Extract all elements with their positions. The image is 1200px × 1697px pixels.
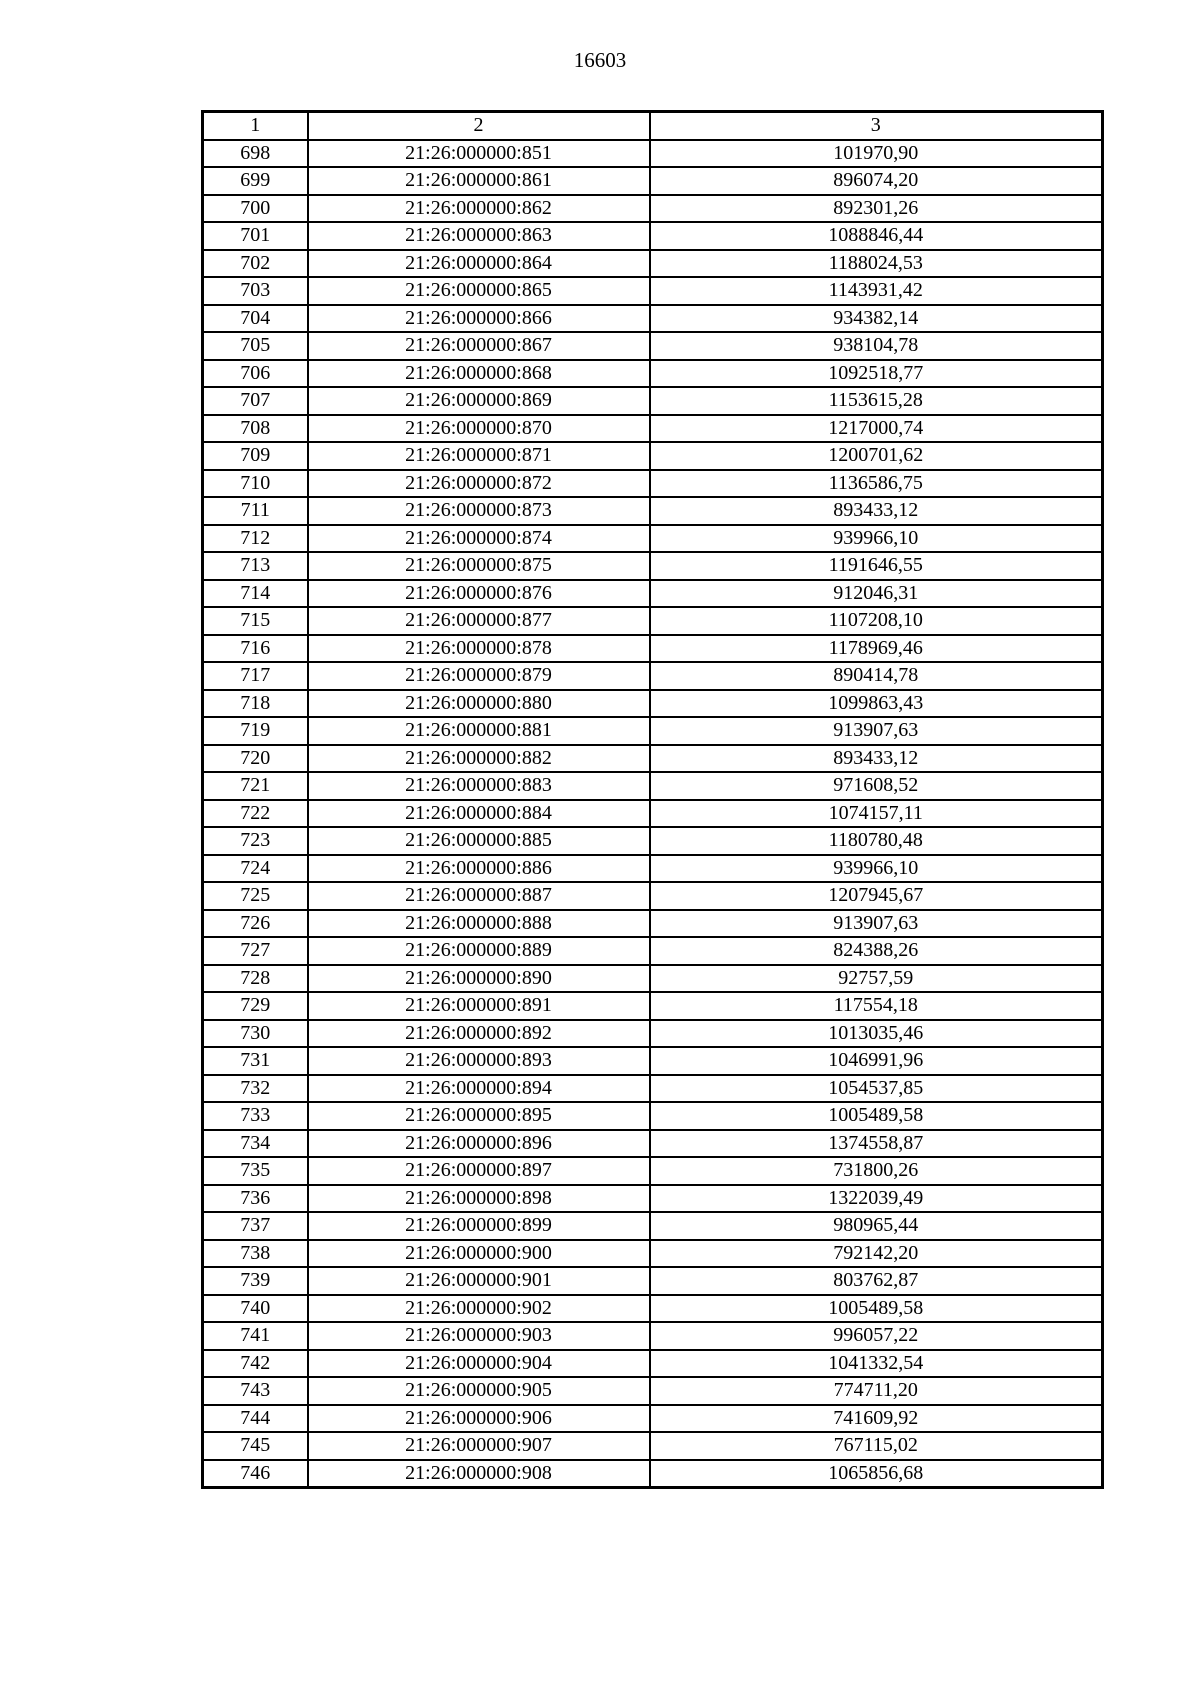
row-number-cell: 724 bbox=[203, 855, 308, 883]
row-number-cell: 713 bbox=[203, 552, 308, 580]
table-row bbox=[203, 222, 1103, 250]
row-number-cell: 709 bbox=[203, 442, 308, 470]
cadastral-number-cell: 21:26:000000:872 bbox=[308, 470, 650, 498]
row-number-cell: 729 bbox=[203, 992, 308, 1020]
table-row bbox=[203, 745, 1103, 773]
row-number-cell: 698 bbox=[203, 140, 308, 168]
row-number-cell: 708 bbox=[203, 415, 308, 443]
cadastral-number-cell: 21:26:000000:903 bbox=[308, 1322, 650, 1350]
row-number-cell: 705 bbox=[203, 332, 308, 360]
value-cell: 1207945,67 bbox=[650, 882, 1103, 910]
row-number-cell: 732 bbox=[203, 1075, 308, 1103]
value-cell: 1065856,68 bbox=[650, 1460, 1103, 1488]
row-number-cell: 737 bbox=[203, 1212, 308, 1240]
table-row bbox=[203, 965, 1103, 993]
table-row bbox=[203, 1047, 1103, 1075]
value-cell: 934382,14 bbox=[650, 305, 1103, 333]
row-number-cell: 738 bbox=[203, 1240, 308, 1268]
cadastral-number-cell: 21:26:000000:876 bbox=[308, 580, 650, 608]
table-row bbox=[203, 1185, 1103, 1213]
cadastral-number-cell: 21:26:000000:861 bbox=[308, 167, 650, 195]
table-header bbox=[203, 112, 1103, 140]
table-row bbox=[203, 470, 1103, 498]
cadastral-number-cell: 21:26:000000:877 bbox=[308, 607, 650, 635]
cadastral-number-cell: 21:26:000000:890 bbox=[308, 965, 650, 993]
page-number: 16603 bbox=[573, 48, 627, 72]
cadastral-number-cell: 21:26:000000:887 bbox=[308, 882, 650, 910]
table-row bbox=[203, 1240, 1103, 1268]
value-cell: 1054537,85 bbox=[650, 1075, 1103, 1103]
cadastral-number-cell: 21:26:000000:873 bbox=[308, 497, 650, 525]
cadastral-number-cell: 21:26:000000:906 bbox=[308, 1405, 650, 1433]
cadastral-number-cell: 21:26:000000:888 bbox=[308, 910, 650, 938]
table-row bbox=[203, 772, 1103, 800]
table-row bbox=[203, 1377, 1103, 1405]
value-cell: 803762,87 bbox=[650, 1267, 1103, 1295]
row-number-cell: 736 bbox=[203, 1185, 308, 1213]
row-number-cell: 715 bbox=[203, 607, 308, 635]
cadastral-number-cell: 21:26:000000:905 bbox=[308, 1377, 650, 1405]
table-row bbox=[203, 442, 1103, 470]
value-cell: 896074,20 bbox=[650, 167, 1103, 195]
row-number-cell: 712 bbox=[203, 525, 308, 553]
value-cell: 912046,31 bbox=[650, 580, 1103, 608]
value-cell: 1374558,87 bbox=[650, 1130, 1103, 1158]
value-cell: 741609,92 bbox=[650, 1405, 1103, 1433]
cadastral-number-cell: 21:26:000000:862 bbox=[308, 195, 650, 223]
value-cell: 980965,44 bbox=[650, 1212, 1103, 1240]
value-cell: 1188024,53 bbox=[650, 250, 1103, 278]
value-cell: 1074157,11 bbox=[650, 800, 1103, 828]
row-number-cell: 746 bbox=[203, 1460, 308, 1488]
cadastral-number-cell: 21:26:000000:902 bbox=[308, 1295, 650, 1323]
table-row bbox=[203, 800, 1103, 828]
value-cell: 1143931,42 bbox=[650, 277, 1103, 305]
value-cell: 1041332,54 bbox=[650, 1350, 1103, 1378]
table-row bbox=[203, 662, 1103, 690]
row-number-cell: 717 bbox=[203, 662, 308, 690]
header-col-2: 2 bbox=[308, 112, 650, 140]
cadastral-number-cell: 21:26:000000:900 bbox=[308, 1240, 650, 1268]
table-row bbox=[203, 1432, 1103, 1460]
value-cell: 939966,10 bbox=[650, 525, 1103, 553]
value-cell: 913907,63 bbox=[650, 717, 1103, 745]
row-number-cell: 725 bbox=[203, 882, 308, 910]
value-cell: 996057,22 bbox=[650, 1322, 1103, 1350]
cadastral-number-cell: 21:26:000000:868 bbox=[308, 360, 650, 388]
table-row bbox=[203, 305, 1103, 333]
row-number-cell: 741 bbox=[203, 1322, 308, 1350]
row-number-cell: 722 bbox=[203, 800, 308, 828]
table-row bbox=[203, 1102, 1103, 1130]
cadastral-number-cell: 21:26:000000:866 bbox=[308, 305, 650, 333]
table-row bbox=[203, 525, 1103, 553]
value-cell: 1107208,10 bbox=[650, 607, 1103, 635]
cadastral-number-cell: 21:26:000000:892 bbox=[308, 1020, 650, 1048]
table-row bbox=[203, 1020, 1103, 1048]
row-number-cell: 730 bbox=[203, 1020, 308, 1048]
row-number-cell: 707 bbox=[203, 387, 308, 415]
row-number-cell: 727 bbox=[203, 937, 308, 965]
cadastral-number-cell: 21:26:000000:893 bbox=[308, 1047, 650, 1075]
header-row bbox=[203, 112, 1103, 140]
value-cell: 893433,12 bbox=[650, 745, 1103, 773]
value-cell: 892301,26 bbox=[650, 195, 1103, 223]
cadastral-number-cell: 21:26:000000:891 bbox=[308, 992, 650, 1020]
table-row bbox=[203, 855, 1103, 883]
data-table bbox=[201, 110, 1104, 1489]
row-number-cell: 740 bbox=[203, 1295, 308, 1323]
row-number-cell: 704 bbox=[203, 305, 308, 333]
cadastral-number-cell: 21:26:000000:885 bbox=[308, 827, 650, 855]
row-number-cell: 716 bbox=[203, 635, 308, 663]
cadastral-number-cell: 21:26:000000:878 bbox=[308, 635, 650, 663]
row-number-cell: 718 bbox=[203, 690, 308, 718]
table-row bbox=[203, 1295, 1103, 1323]
cadastral-number-cell: 21:26:000000:874 bbox=[308, 525, 650, 553]
value-cell: 1099863,43 bbox=[650, 690, 1103, 718]
table-row bbox=[203, 552, 1103, 580]
value-cell: 1136586,75 bbox=[650, 470, 1103, 498]
value-cell: 971608,52 bbox=[650, 772, 1103, 800]
value-cell: 1153615,28 bbox=[650, 387, 1103, 415]
value-cell: 939966,10 bbox=[650, 855, 1103, 883]
table-row bbox=[203, 1075, 1103, 1103]
table-row bbox=[203, 1157, 1103, 1185]
row-number-cell: 703 bbox=[203, 277, 308, 305]
cadastral-number-cell: 21:26:000000:898 bbox=[308, 1185, 650, 1213]
value-cell: 1088846,44 bbox=[650, 222, 1103, 250]
value-cell: 890414,78 bbox=[650, 662, 1103, 690]
row-number-cell: 701 bbox=[203, 222, 308, 250]
row-number-cell: 702 bbox=[203, 250, 308, 278]
table-row bbox=[203, 387, 1103, 415]
row-number-cell: 744 bbox=[203, 1405, 308, 1433]
row-number-cell: 723 bbox=[203, 827, 308, 855]
table-row bbox=[203, 882, 1103, 910]
cadastral-number-cell: 21:26:000000:896 bbox=[308, 1130, 650, 1158]
table-row bbox=[203, 717, 1103, 745]
cadastral-number-cell: 21:26:000000:899 bbox=[308, 1212, 650, 1240]
table-row bbox=[203, 910, 1103, 938]
value-cell: 1191646,55 bbox=[650, 552, 1103, 580]
table-row bbox=[203, 140, 1103, 168]
cadastral-number-cell: 21:26:000000:869 bbox=[308, 387, 650, 415]
cadastral-number-cell: 21:26:000000:871 bbox=[308, 442, 650, 470]
header-col-3: 3 bbox=[650, 112, 1103, 140]
value-cell: 913907,63 bbox=[650, 910, 1103, 938]
value-cell: 774711,20 bbox=[650, 1377, 1103, 1405]
table-row bbox=[203, 1350, 1103, 1378]
row-number-cell: 711 bbox=[203, 497, 308, 525]
table-row bbox=[203, 580, 1103, 608]
cadastral-number-cell: 21:26:000000:889 bbox=[308, 937, 650, 965]
row-number-cell: 700 bbox=[203, 195, 308, 223]
cadastral-number-cell: 21:26:000000:881 bbox=[308, 717, 650, 745]
value-cell: 1092518,77 bbox=[650, 360, 1103, 388]
value-cell: 1046991,96 bbox=[650, 1047, 1103, 1075]
table-row bbox=[203, 827, 1103, 855]
row-number-cell: 719 bbox=[203, 717, 308, 745]
cadastral-number-cell: 21:26:000000:875 bbox=[308, 552, 650, 580]
cadastral-number-cell: 21:26:000000:907 bbox=[308, 1432, 650, 1460]
value-cell: 1005489,58 bbox=[650, 1102, 1103, 1130]
table-row bbox=[203, 1460, 1103, 1488]
cadastral-number-cell: 21:26:000000:865 bbox=[308, 277, 650, 305]
value-cell: 1005489,58 bbox=[650, 1295, 1103, 1323]
table-row bbox=[203, 1322, 1103, 1350]
value-cell: 824388,26 bbox=[650, 937, 1103, 965]
table-row bbox=[203, 635, 1103, 663]
row-number-cell: 710 bbox=[203, 470, 308, 498]
cadastral-number-cell: 21:26:000000:864 bbox=[308, 250, 650, 278]
row-number-cell: 739 bbox=[203, 1267, 308, 1295]
table-row bbox=[203, 360, 1103, 388]
table-row bbox=[203, 497, 1103, 525]
value-cell: 1322039,49 bbox=[650, 1185, 1103, 1213]
value-cell: 101970,90 bbox=[650, 140, 1103, 168]
cadastral-number-cell: 21:26:000000:879 bbox=[308, 662, 650, 690]
value-cell: 1180780,48 bbox=[650, 827, 1103, 855]
value-cell: 731800,26 bbox=[650, 1157, 1103, 1185]
row-number-cell: 721 bbox=[203, 772, 308, 800]
table-row bbox=[203, 937, 1103, 965]
row-number-cell: 720 bbox=[203, 745, 308, 773]
row-number-cell: 706 bbox=[203, 360, 308, 388]
cadastral-number-cell: 21:26:000000:904 bbox=[308, 1350, 650, 1378]
cadastral-number-cell: 21:26:000000:897 bbox=[308, 1157, 650, 1185]
value-cell: 1217000,74 bbox=[650, 415, 1103, 443]
table-row bbox=[203, 195, 1103, 223]
value-cell: 1200701,62 bbox=[650, 442, 1103, 470]
cadastral-number-cell: 21:26:000000:894 bbox=[308, 1075, 650, 1103]
cadastral-number-cell: 21:26:000000:901 bbox=[308, 1267, 650, 1295]
row-number-cell: 734 bbox=[203, 1130, 308, 1158]
value-cell: 767115,02 bbox=[650, 1432, 1103, 1460]
table-row bbox=[203, 277, 1103, 305]
cadastral-number-cell: 21:26:000000:908 bbox=[308, 1460, 650, 1488]
table-body bbox=[203, 140, 1103, 1488]
table-row bbox=[203, 607, 1103, 635]
cadastral-number-cell: 21:26:000000:886 bbox=[308, 855, 650, 883]
table-row bbox=[203, 332, 1103, 360]
cadastral-number-cell: 21:26:000000:870 bbox=[308, 415, 650, 443]
table-row bbox=[203, 250, 1103, 278]
value-cell: 893433,12 bbox=[650, 497, 1103, 525]
row-number-cell: 731 bbox=[203, 1047, 308, 1075]
cadastral-number-cell: 21:26:000000:882 bbox=[308, 745, 650, 773]
row-number-cell: 728 bbox=[203, 965, 308, 993]
header-col-1: 1 bbox=[203, 112, 308, 140]
table-row bbox=[203, 167, 1103, 195]
row-number-cell: 714 bbox=[203, 580, 308, 608]
value-cell: 938104,78 bbox=[650, 332, 1103, 360]
table-row bbox=[203, 1130, 1103, 1158]
cadastral-number-cell: 21:26:000000:880 bbox=[308, 690, 650, 718]
table-row bbox=[203, 1405, 1103, 1433]
table-row bbox=[203, 690, 1103, 718]
value-cell: 1178969,46 bbox=[650, 635, 1103, 663]
row-number-cell: 735 bbox=[203, 1157, 308, 1185]
table-row bbox=[203, 1267, 1103, 1295]
row-number-cell: 742 bbox=[203, 1350, 308, 1378]
cadastral-number-cell: 21:26:000000:895 bbox=[308, 1102, 650, 1130]
value-cell: 1013035,46 bbox=[650, 1020, 1103, 1048]
value-cell: 792142,20 bbox=[650, 1240, 1103, 1268]
table-row bbox=[203, 415, 1103, 443]
value-cell: 92757,59 bbox=[650, 965, 1103, 993]
row-number-cell: 726 bbox=[203, 910, 308, 938]
cadastral-number-cell: 21:26:000000:863 bbox=[308, 222, 650, 250]
cadastral-number-cell: 21:26:000000:883 bbox=[308, 772, 650, 800]
cadastral-number-cell: 21:26:000000:884 bbox=[308, 800, 650, 828]
row-number-cell: 743 bbox=[203, 1377, 308, 1405]
table-row bbox=[203, 1212, 1103, 1240]
table-row bbox=[203, 992, 1103, 1020]
value-cell: 117554,18 bbox=[650, 992, 1103, 1020]
row-number-cell: 733 bbox=[203, 1102, 308, 1130]
row-number-cell: 699 bbox=[203, 167, 308, 195]
cadastral-number-cell: 21:26:000000:867 bbox=[308, 332, 650, 360]
row-number-cell: 745 bbox=[203, 1432, 308, 1460]
cadastral-number-cell: 21:26:000000:851 bbox=[308, 140, 650, 168]
